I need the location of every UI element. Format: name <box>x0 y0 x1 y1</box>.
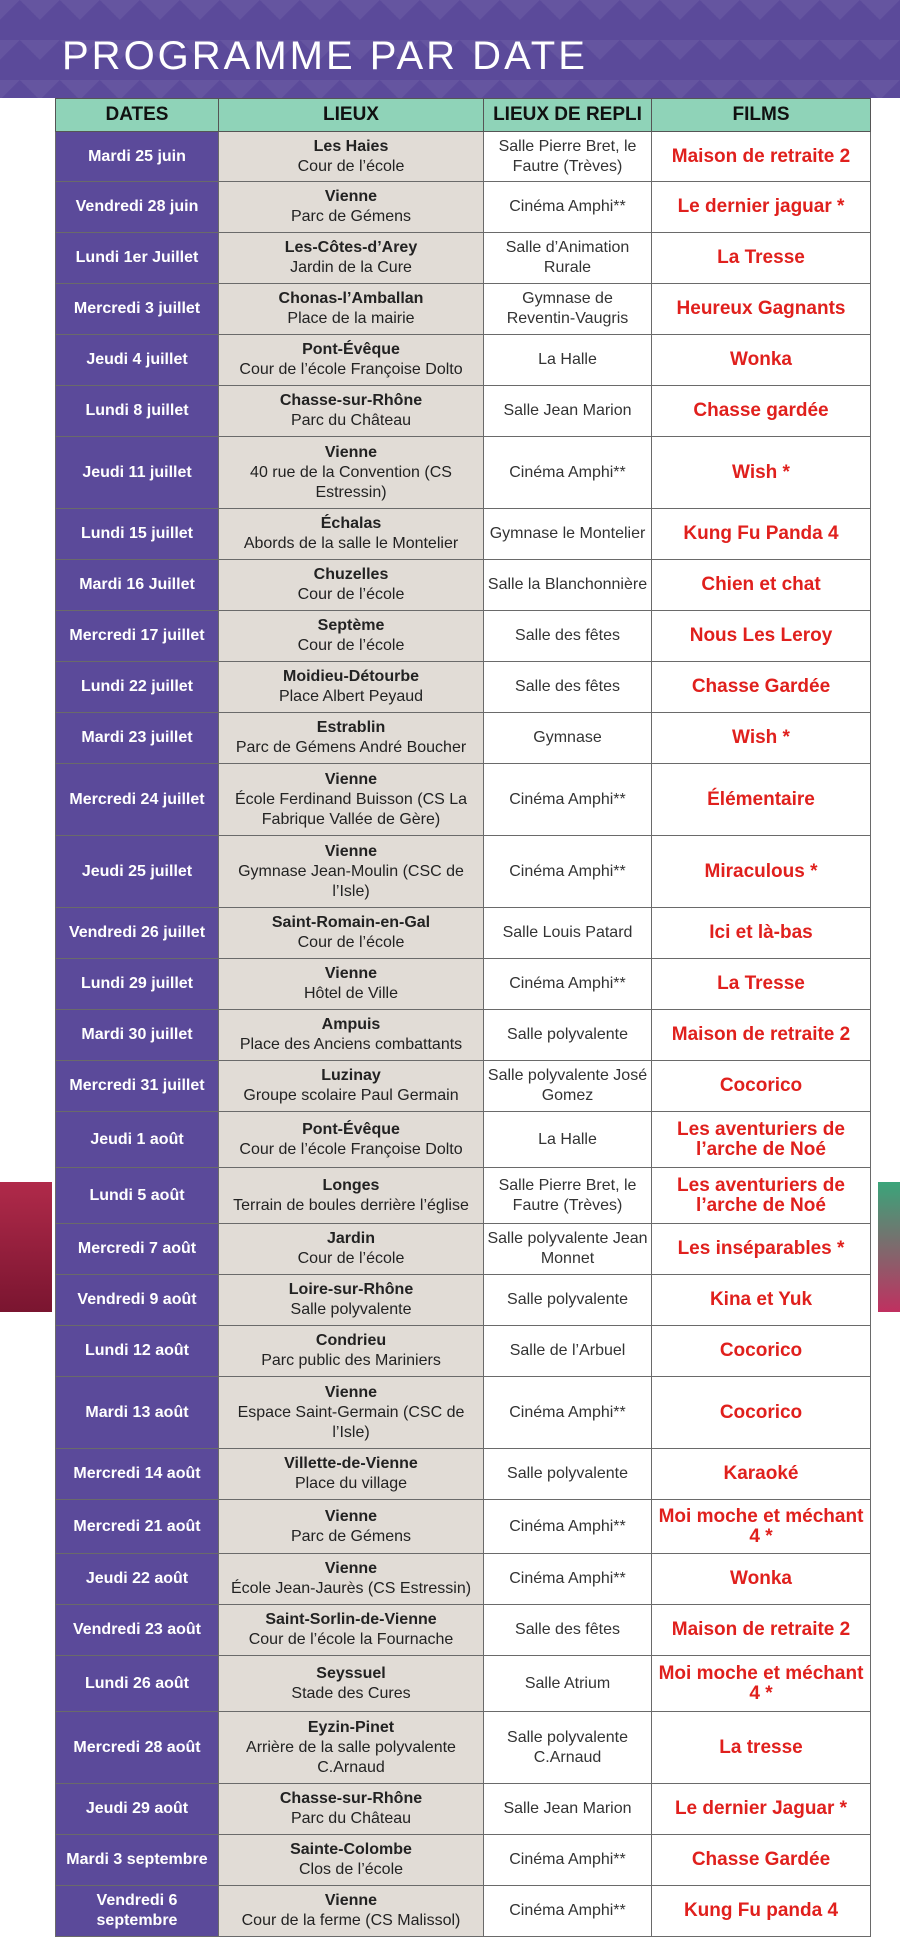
lieu-name: Ampuis <box>321 1016 381 1033</box>
row-lieu <box>219 764 484 836</box>
lieu-address: École Ferdinand Buisson (CS La Fabrique Vallée de Gère) <box>234 790 468 828</box>
lieu-address: Clos de l’école <box>298 1861 404 1878</box>
row-date: Mercredi 31 juillet <box>56 1061 219 1112</box>
row-date: Mardi 25 juin <box>56 132 219 182</box>
table-row <box>56 959 871 1010</box>
lieu-address: Place des Anciens combattants <box>239 1036 463 1053</box>
row-lieu <box>219 335 484 386</box>
row-lieu-de-repli: La Halle <box>484 1112 652 1168</box>
row-lieu <box>219 1168 484 1224</box>
row-date: Vendredi 28 juin <box>56 182 219 233</box>
lieu-address: Parc de Gémens André Boucher <box>235 739 467 756</box>
row-film: Cocorico <box>652 1377 871 1449</box>
table-row <box>56 509 871 560</box>
row-date: Jeudi 1 août <box>56 1112 219 1168</box>
row-film: Wonka <box>652 1554 871 1605</box>
row-lieu-de-repli: Cinéma Amphi** <box>484 1377 652 1449</box>
row-date: Mercredi 7 août <box>56 1224 219 1275</box>
lieu-name: Moidieu-Détourbe <box>283 668 419 685</box>
lieu-name: Chasse-sur-Rhône <box>279 1790 423 1807</box>
lieu-name: Vienne <box>324 1507 378 1525</box>
row-lieu <box>219 611 484 662</box>
lieu-name: Vienne <box>324 443 378 461</box>
row-lieu-de-repli: Cinéma Amphi** <box>484 182 652 233</box>
row-lieu <box>219 1554 484 1605</box>
table-row <box>56 1712 871 1784</box>
row-date: Mardi 16 Juillet <box>56 560 219 611</box>
row-lieu <box>219 1886 484 1937</box>
lieu-address: Cour de l’école la Fournache <box>248 1631 454 1648</box>
row-film: Miraculous * <box>652 836 871 908</box>
table-row <box>56 437 871 509</box>
row-film: La tresse <box>652 1712 871 1784</box>
lieu-address: Place de la mairie <box>287 310 415 327</box>
row-film: Les aventuriers de l’arche de Noé <box>652 1168 871 1224</box>
table-row <box>56 233 871 284</box>
lieu-name: Estrablin <box>316 719 386 736</box>
row-lieu <box>219 1784 484 1835</box>
row-lieu-de-repli: Salle des fêtes <box>484 1605 652 1656</box>
lieu-address: Cour de la ferme (CS Malissol) <box>241 1912 461 1929</box>
lieu-name: Sainte-Colombe <box>290 1841 412 1858</box>
left-edge-tab <box>0 1182 52 1312</box>
lieu-name: Eyzin-Pinet <box>307 1718 395 1736</box>
row-lieu-de-repli: Salle polyvalente <box>484 1449 652 1500</box>
row-lieu <box>219 908 484 959</box>
lieu-address: Cour de l’école <box>297 934 405 951</box>
row-date: Jeudi 11 juillet <box>56 437 219 509</box>
lieu-name: Vienne <box>324 1383 378 1401</box>
lieu-name: Chonas-l’Amballan <box>278 290 424 307</box>
row-lieu <box>219 437 484 509</box>
lieu-name: Villette-de-Vienne <box>284 1455 418 1472</box>
table-row <box>56 1010 871 1061</box>
row-film: Le dernier Jaguar * <box>652 1784 871 1835</box>
row-lieu <box>219 1835 484 1886</box>
lieu-name: Condrieu <box>315 1332 387 1349</box>
row-date: Vendredi 9 août <box>56 1275 219 1326</box>
row-lieu-de-repli: La Halle <box>484 335 652 386</box>
row-film: Les inséparables * <box>652 1224 871 1275</box>
row-film: Kung Fu Panda 4 <box>652 509 871 560</box>
lieu-address: Cour de l’école <box>297 157 405 175</box>
table-row <box>56 1061 871 1112</box>
row-lieu-de-repli: Salle des fêtes <box>484 662 652 713</box>
table-row <box>56 335 871 386</box>
row-lieu-de-repli: Salle polyvalente José Gomez <box>484 1061 652 1112</box>
row-date: Jeudi 4 juillet <box>56 335 219 386</box>
lieu-name: Septème <box>317 617 385 634</box>
lieu-name: Saint-Sorlin-de-Vienne <box>265 1611 437 1628</box>
row-date: Vendredi 26 juillet <box>56 908 219 959</box>
table-row <box>56 1656 871 1712</box>
row-lieu-de-repli: Salle Jean Marion <box>484 1784 652 1835</box>
row-lieu <box>219 836 484 908</box>
row-lieu <box>219 1712 484 1784</box>
row-date: Lundi 5 août <box>56 1168 219 1224</box>
row-lieu-de-repli: Cinéma Amphi** <box>484 959 652 1010</box>
table-row <box>56 611 871 662</box>
row-film: Heureux Gagnants <box>652 284 871 335</box>
row-lieu <box>219 1500 484 1554</box>
row-lieu <box>219 1010 484 1061</box>
programme-table <box>55 98 871 1937</box>
row-lieu <box>219 284 484 335</box>
row-date: Lundi 26 août <box>56 1656 219 1712</box>
row-lieu-de-repli: Salle des fêtes <box>484 611 652 662</box>
row-film: Cocorico <box>652 1061 871 1112</box>
lieu-address: Groupe scolaire Paul Germain <box>243 1087 459 1104</box>
row-date: Mardi 30 juillet <box>56 1010 219 1061</box>
table-row <box>56 1112 871 1168</box>
row-date: Lundi 8 juillet <box>56 386 219 437</box>
lieu-address: Parc public des Mariniers <box>261 1352 441 1369</box>
row-lieu-de-repli: Salle Pierre Bret, le Fautre (Trèves) <box>484 1168 652 1224</box>
row-lieu-de-repli: Gymnase <box>484 713 652 764</box>
lieu-name: Pont-Évêque <box>302 1120 400 1138</box>
lieu-name: Pont-Évêque <box>302 341 400 358</box>
row-film: Kung Fu panda 4 <box>652 1886 871 1937</box>
lieu-name: Jardin <box>326 1230 375 1247</box>
row-lieu-de-repli: Salle polyvalente C.Arnaud <box>484 1712 652 1784</box>
row-date: Vendredi 23 août <box>56 1605 219 1656</box>
lieu-address: Parc de Gémens <box>290 208 412 225</box>
table-row <box>56 1835 871 1886</box>
lieu-address: Salle polyvalente <box>290 1301 412 1318</box>
row-date: Lundi 22 juillet <box>56 662 219 713</box>
table-row <box>56 1377 871 1449</box>
lieu-name: Vienne <box>324 770 378 788</box>
lieu-address: Parc du Château <box>290 1810 412 1827</box>
row-lieu <box>219 509 484 560</box>
row-lieu-de-repli: Cinéma Amphi** <box>484 1554 652 1605</box>
table-row <box>56 764 871 836</box>
row-film: Wish * <box>652 437 871 509</box>
row-lieu-de-repli: Gymnase de Reventin-Vaugris <box>484 284 652 335</box>
table-row <box>56 836 871 908</box>
table-row <box>56 560 871 611</box>
row-lieu-de-repli: Cinéma Amphi** <box>484 1886 652 1937</box>
row-date: Mardi 3 septembre <box>56 1835 219 1886</box>
row-lieu-de-repli: Cinéma Amphi** <box>484 764 652 836</box>
row-date: Mercredi 14 août <box>56 1449 219 1500</box>
table-row <box>56 1500 871 1554</box>
row-date: Vendredi 6 septembre <box>56 1886 219 1937</box>
row-lieu-de-repli: Cinéma Amphi** <box>484 836 652 908</box>
row-film: Chien et chat <box>652 560 871 611</box>
lieu-name: Échalas <box>320 515 382 532</box>
row-lieu <box>219 959 484 1010</box>
row-lieu <box>219 233 484 284</box>
row-date: Jeudi 25 juillet <box>56 836 219 908</box>
table-row <box>56 132 871 182</box>
row-film: Maison de retraite 2 <box>652 1010 871 1061</box>
row-lieu-de-repli: Salle de l’Arbuel <box>484 1326 652 1377</box>
row-date: Lundi 15 juillet <box>56 509 219 560</box>
row-date: Mercredi 3 juillet <box>56 284 219 335</box>
row-date: Mercredi 21 août <box>56 1500 219 1554</box>
table-row <box>56 908 871 959</box>
row-date: Lundi 29 juillet <box>56 959 219 1010</box>
row-film: Karaoké <box>652 1449 871 1500</box>
lieu-address: 40 rue de la Convention (CS Estressin) <box>250 463 452 501</box>
row-date: Jeudi 22 août <box>56 1554 219 1605</box>
lieu-address: Hôtel de Ville <box>304 985 398 1002</box>
row-film: Moi moche et méchant 4 * <box>652 1500 871 1554</box>
lieu-address: Cour de l’école Françoise Dolto <box>239 1140 463 1158</box>
header-lieux-de-repli: LIEUX DE REPLI <box>484 99 652 132</box>
lieu-name: Loire-sur-Rhône <box>288 1281 414 1298</box>
header-films: FILMS <box>652 99 871 132</box>
row-lieu-de-repli: Salle polyvalente <box>484 1275 652 1326</box>
row-film: La Tresse <box>652 959 871 1010</box>
table-row <box>56 1224 871 1275</box>
row-date: Mercredi 28 août <box>56 1712 219 1784</box>
row-date: Lundi 12 août <box>56 1326 219 1377</box>
table-body <box>56 132 871 1937</box>
table-row <box>56 1605 871 1656</box>
page-title: PROGRAMME PAR DATE <box>62 34 588 78</box>
row-lieu-de-repli: Salle polyvalente <box>484 1010 652 1061</box>
lieu-name: Vienne <box>324 965 378 982</box>
lieu-name: Vienne <box>324 842 378 860</box>
lieu-address: Place du village <box>294 1475 408 1492</box>
row-film: Cocorico <box>652 1326 871 1377</box>
header-dates: DATES <box>56 99 219 132</box>
row-lieu-de-repli: Cinéma Amphi** <box>484 1835 652 1886</box>
lieu-address: Arrière de la salle polyvalente C.Arnaud <box>246 1738 456 1776</box>
row-lieu-de-repli: Salle Jean Marion <box>484 386 652 437</box>
lieu-name: Vienne <box>324 1560 378 1577</box>
lieu-name: Longes <box>322 1176 380 1194</box>
table-row <box>56 386 871 437</box>
row-lieu <box>219 662 484 713</box>
row-film: Les aventuriers de l’arche de Noé <box>652 1112 871 1168</box>
row-date: Mardi 13 août <box>56 1377 219 1449</box>
row-film: Maison de retraite 2 <box>652 1605 871 1656</box>
row-lieu <box>219 1449 484 1500</box>
table-row <box>56 182 871 233</box>
row-lieu <box>219 1224 484 1275</box>
row-film: Chasse gardée <box>652 386 871 437</box>
row-film: Le dernier jaguar * <box>652 182 871 233</box>
lieu-name: Les Haies <box>313 137 389 155</box>
lieu-name: Seyssuel <box>316 1664 386 1682</box>
header-lieux: LIEUX <box>219 99 484 132</box>
row-lieu <box>219 386 484 437</box>
table-row <box>56 662 871 713</box>
row-lieu <box>219 1605 484 1656</box>
row-date: Jeudi 29 août <box>56 1784 219 1835</box>
row-lieu-de-repli: Salle polyvalente Jean Monnet <box>484 1224 652 1275</box>
row-date: Mardi 23 juillet <box>56 713 219 764</box>
table-row <box>56 1275 871 1326</box>
row-date: Mercredi 24 juillet <box>56 764 219 836</box>
lieu-address: Stade des Cures <box>291 1684 411 1702</box>
row-film: Chasse Gardée <box>652 662 871 713</box>
row-lieu-de-repli: Salle la Blanchonnière <box>484 560 652 611</box>
row-lieu-de-repli: Gymnase le Montelier <box>484 509 652 560</box>
lieu-address: Abords de la salle le Montelier <box>243 535 459 552</box>
row-lieu-de-repli: Salle Louis Patard <box>484 908 652 959</box>
row-date: Lundi 1er Juillet <box>56 233 219 284</box>
row-lieu-de-repli: Salle Pierre Bret, le Fautre (Trèves) <box>484 132 652 182</box>
row-date: Mercredi 17 juillet <box>56 611 219 662</box>
lieu-address: Cour de l’école <box>297 637 405 654</box>
row-film: Ici et là-bas <box>652 908 871 959</box>
row-lieu <box>219 560 484 611</box>
row-film: Wonka <box>652 335 871 386</box>
page-header <box>0 0 900 98</box>
row-film: Élémentaire <box>652 764 871 836</box>
lieu-name: Chuzelles <box>313 566 389 583</box>
row-lieu <box>219 1112 484 1168</box>
row-lieu <box>219 713 484 764</box>
row-film: Maison de retraite 2 <box>652 132 871 182</box>
lieu-address: Cour de l’école <box>297 586 405 603</box>
lieu-address: Jardin de la Cure <box>290 259 412 276</box>
lieu-address: Parc du Château <box>290 412 412 429</box>
right-edge-tab <box>878 1182 900 1312</box>
lieu-name: Saint-Romain-en-Gal <box>271 914 431 931</box>
row-lieu <box>219 1656 484 1712</box>
table-row <box>56 1449 871 1500</box>
lieu-address: École Jean-Jaurès (CS Estressin) <box>230 1580 472 1597</box>
lieu-name: Chasse-sur-Rhône <box>279 392 423 409</box>
lieu-name: Luzinay <box>321 1067 381 1084</box>
table-row <box>56 1326 871 1377</box>
row-film: Moi moche et méchant 4 * <box>652 1656 871 1712</box>
lieu-address: Terrain de boules derrière l’église <box>233 1196 469 1214</box>
lieu-address: Cour de l’école Françoise Dolto <box>239 361 463 378</box>
lieu-address: Parc de Gémens <box>290 1527 412 1545</box>
row-lieu <box>219 1275 484 1326</box>
table-row <box>56 1554 871 1605</box>
lieu-address: Espace Saint-Germain (CSC de l’Isle) <box>237 1403 465 1441</box>
row-lieu-de-repli: Cinéma Amphi** <box>484 1500 652 1554</box>
lieu-address: Gymnase Jean-Moulin (CSC de l’Isle) <box>238 862 464 900</box>
lieu-name: Vienne <box>324 188 378 205</box>
row-lieu <box>219 1326 484 1377</box>
row-lieu <box>219 132 484 182</box>
row-film: Kina et Yuk <box>652 1275 871 1326</box>
row-film: Wish * <box>652 713 871 764</box>
row-film: Nous Les Leroy <box>652 611 871 662</box>
row-lieu-de-repli: Salle d’Animation Rurale <box>484 233 652 284</box>
table-row <box>56 1886 871 1937</box>
table-row <box>56 713 871 764</box>
lieu-address: Place Albert Peyaud <box>278 688 424 705</box>
row-lieu <box>219 1377 484 1449</box>
table-row <box>56 1784 871 1835</box>
row-lieu <box>219 182 484 233</box>
table-header-row <box>56 99 871 132</box>
row-lieu <box>219 1061 484 1112</box>
row-film: Chasse Gardée <box>652 1835 871 1886</box>
row-lieu-de-repli: Cinéma Amphi** <box>484 437 652 509</box>
table-row <box>56 1168 871 1224</box>
row-lieu-de-repli: Salle Atrium <box>484 1656 652 1712</box>
lieu-address: Cour de l’école <box>297 1250 405 1267</box>
lieu-name: Les-Côtes-d’Arey <box>284 239 418 256</box>
table-row <box>56 284 871 335</box>
lieu-name: Vienne <box>324 1892 378 1909</box>
row-film: La Tresse <box>652 233 871 284</box>
